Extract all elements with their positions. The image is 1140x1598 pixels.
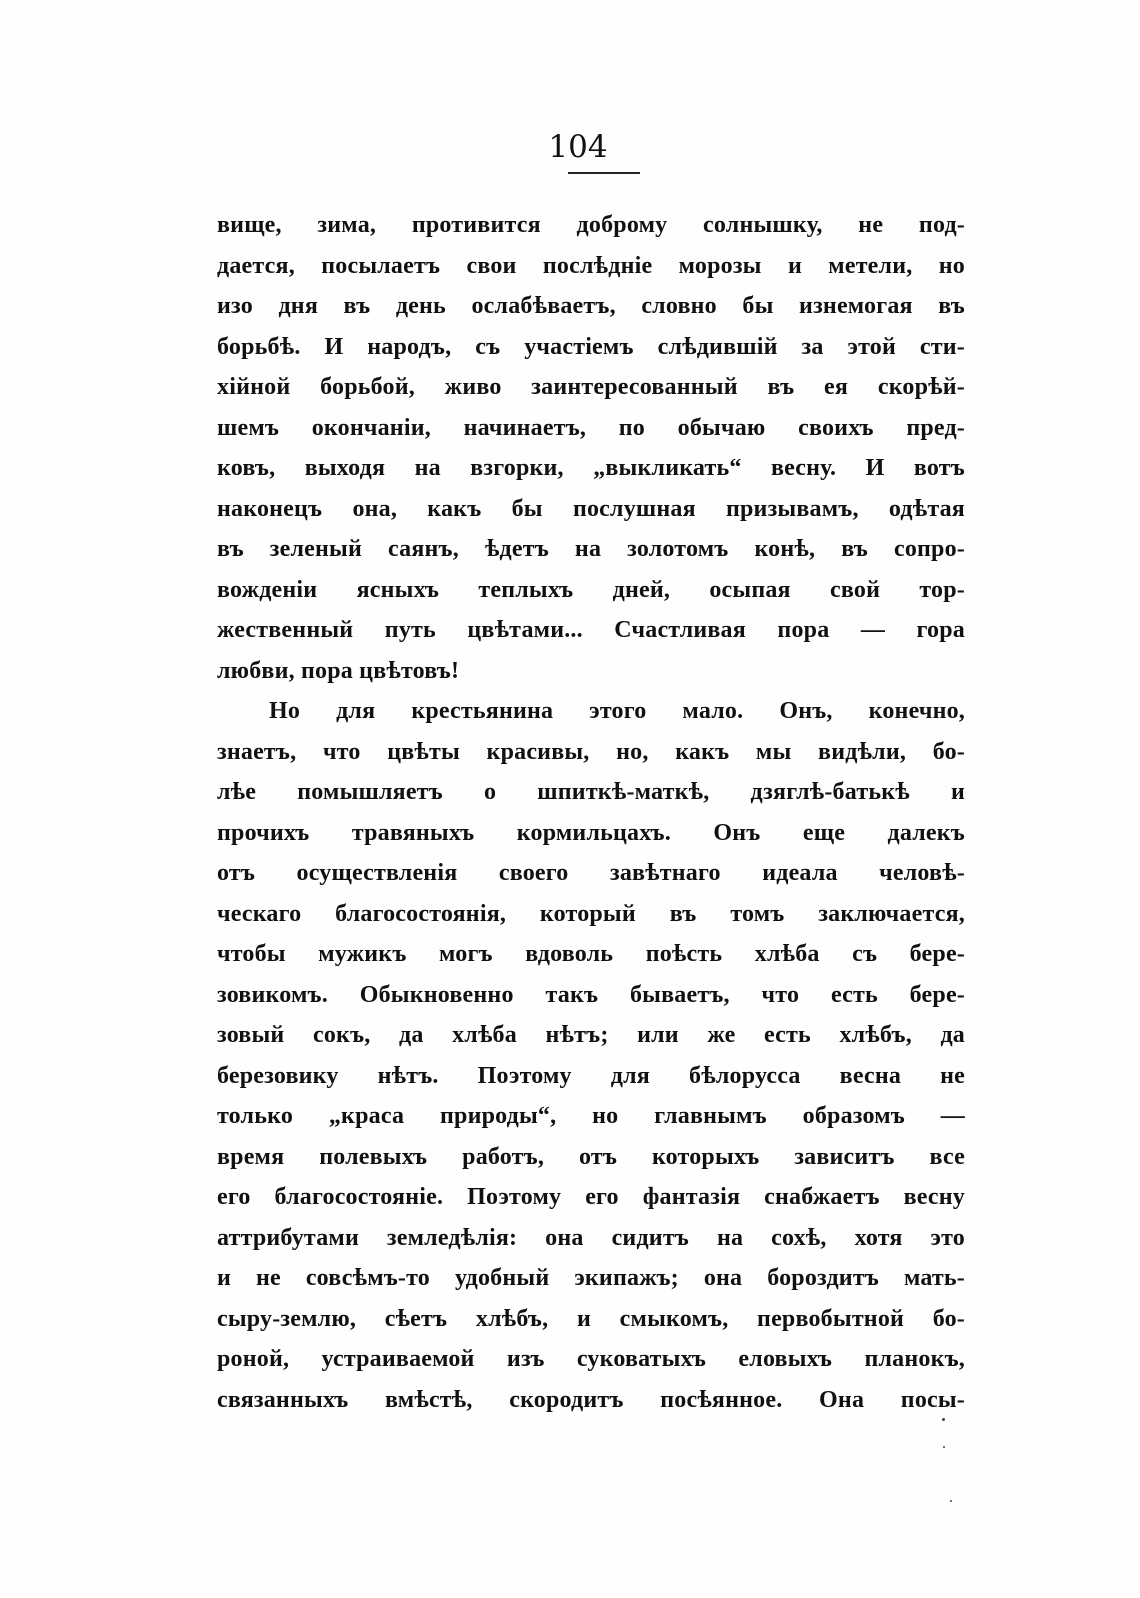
text-line: зовый сокъ, да хлѣба нѣтъ; или же есть хлѣбъ, да	[217, 1022, 965, 1048]
text-line: любви, пора цвѣтовъ!	[217, 657, 460, 684]
text-line: вище, зима, противится доброму солнышку, не под-	[217, 212, 965, 238]
text-line: время полевыхъ работъ, отъ которыхъ зависитъ все	[217, 1143, 965, 1170]
text-line: зовикомъ. Обыкновенно такъ бываетъ, что есть бере-	[217, 981, 965, 1008]
text-line: шемъ окончанiи, начинаетъ, по обычаю своихъ пред-	[217, 414, 965, 441]
paragraph-2	[217, 691, 965, 1420]
text-line: вожденiи ясныхъ теплыхъ дней, осыпая свой тор-	[217, 576, 965, 603]
text-line: знаетъ, что цвѣты красивы, но, какъ мы видѣли, бо-	[217, 738, 965, 765]
text-line: борьбѣ. И народъ, съ участiемъ слѣдившiй за этой сти-	[217, 333, 965, 360]
text-line: прочихъ травяныхъ кормильцахъ. Онъ еще далекъ	[217, 819, 965, 846]
body-text	[217, 205, 965, 1420]
text-line: изо дня въ день ослабѣваетъ, словно бы изнемогая въ	[217, 293, 965, 319]
text-line: наконецъ она, какъ бы послушная призывамъ, одѣтая	[217, 495, 965, 522]
text-line: въ зеленый саянъ, ѣдетъ на золотомъ конѣ, въ сопро-	[217, 536, 965, 562]
paragraph-1	[217, 205, 965, 691]
print-speck	[943, 1446, 945, 1448]
text-line: жественный путь цвѣтами... Счастливая пора — гора	[217, 617, 965, 643]
text-line: Но для крестьянина этого мало. Онъ, конечно,	[269, 698, 965, 724]
text-line: роной, устраиваемой изъ суковатыхъ еловыхъ планокъ,	[217, 1346, 965, 1372]
page-number-rule	[568, 172, 640, 174]
text-line: сыру-землю, сѣетъ хлѣбъ, и смыкомъ, первобытной бо-	[217, 1305, 965, 1332]
text-line: аттрибутами земледѣлiя: она сидитъ на сохѣ, хотя это	[217, 1224, 965, 1251]
text-line: связанныхъ вмѣстѣ, скородитъ посѣянное. Она посы-	[217, 1386, 965, 1413]
text-line: ковъ, выходя на взгорки, „выкликать“ весну. И вотъ	[217, 455, 965, 481]
text-line: хiйной борьбой, живо заинтересованный въ ея скорѣй-	[217, 374, 965, 400]
text-line: только „краса природы“, но главнымъ образомъ —	[217, 1103, 965, 1129]
print-speck	[942, 1418, 945, 1421]
text-line: его благосостоянiе. Поэтому его фантазiя снабжаетъ весну	[217, 1184, 965, 1210]
page-number: 104	[548, 129, 608, 165]
text-line: чтобы мужикъ могъ вдоволь поѣсть хлѣба съ бере-	[217, 941, 965, 967]
text-line: отъ осуществленiя своего завѣтнаго идеала человѣ-	[217, 860, 965, 886]
text-line: ческаго благосостоянiя, который въ томъ заключается,	[217, 900, 965, 927]
text-line: и не совсѣмъ-то удобный экипажъ; она бороздитъ мать-	[217, 1265, 965, 1291]
print-speck	[950, 1500, 952, 1502]
text-line: дается, посылаетъ свои послѣднiе морозы и метели, но	[217, 252, 965, 279]
text-line: лѣе помышляетъ о шпиткѣ-маткѣ, дзяглѣ-батькѣ и	[217, 779, 965, 805]
text-line: березовику нѣтъ. Поэтому для бѣлорусса весна не	[217, 1062, 965, 1089]
